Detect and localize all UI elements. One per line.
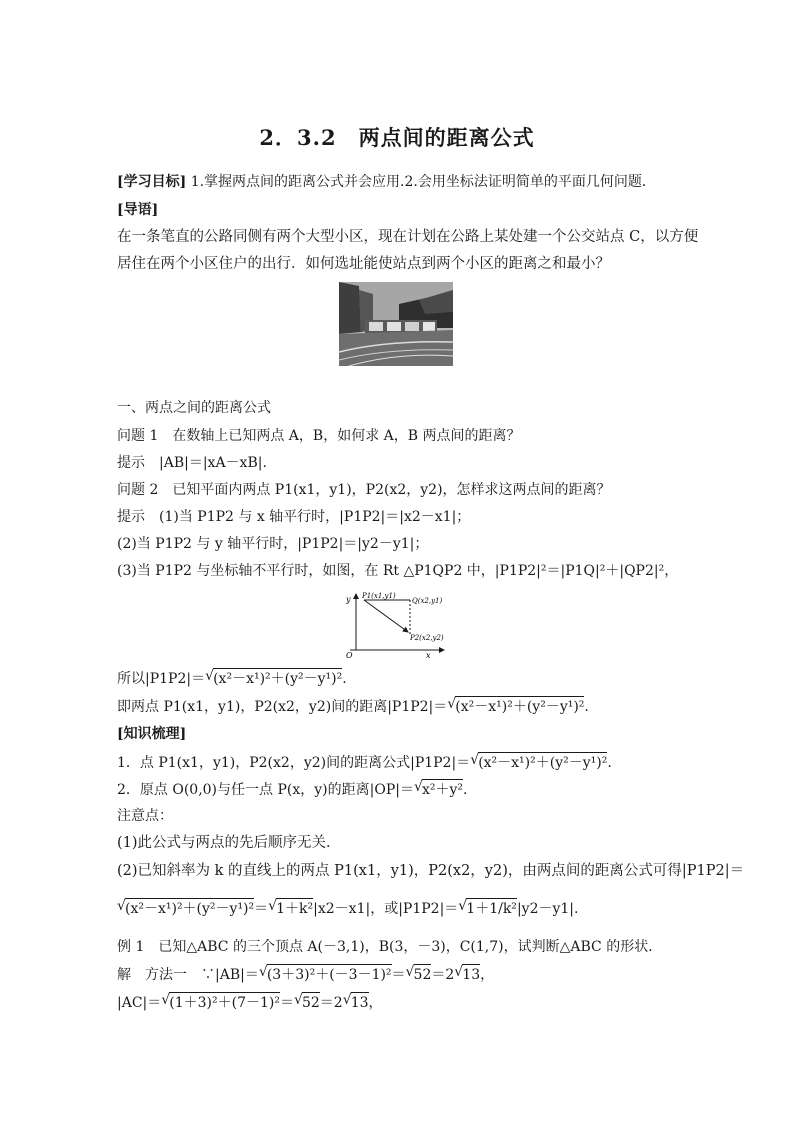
sol1-eq: ＝ (391, 967, 406, 983)
note2-radicand-1: (x²－x¹)²＋(y²－y¹)² (125, 898, 254, 919)
hint-2-part-3: (3)当 P1P2 与坐标轴不平行时，如图，在 Rt △P1QP2 中，|P1P2|²＝|P1Q|²＋|QP2|²， (117, 563, 679, 579)
formula-sqrt (447, 696, 584, 717)
hint-2-part-2: (2)当 P1P2 与 y 轴平行时，|P1P2|＝|y2－y1|； (117, 536, 429, 552)
hint-2-part-1: 提示 (1)当 P1P2 与 x 轴平行时，|P1P2|＝|x2－x1|； (117, 509, 471, 525)
note2-mid: |x2－x1|，或|P1P2|＝ (313, 901, 459, 917)
question-1: 问题 1 在数轴上已知两点 A，B，如何求 A，B 两点间的距离？ (117, 428, 521, 444)
k1-prefix: 1．点 P1(x1，y1)，P2(x2，y2)间的距离公式|P1P2|＝ (117, 755, 471, 771)
k2-suffix: . (462, 782, 468, 798)
note2-sqrt-3 (458, 898, 517, 919)
note-2-line-1: (2)已知斜率为 k 的直线上的两点 P1(x1，y1)，P2(x2，y2)，由两点间的距离公式可得|P1P2|＝ (117, 863, 745, 879)
note2-sqrt-1 (117, 898, 254, 919)
intro-line-2: 居住在两个小区住户的出行．如何选址能使站点到两个小区的距离之和最小？ (117, 256, 610, 272)
sol2-radicand-3: 13 (351, 992, 369, 1013)
sol2-sqrt-2 (294, 992, 320, 1013)
formula-prefix: 即两点 P1(x1，y1)，P2(x2，y2)间的距离|P1P2|＝ (117, 699, 448, 715)
note2-radicand-2: 1＋k² (276, 898, 313, 919)
k2-prefix: 2．原点 O(0,0)与任一点 P(x，y)的距离|OP|＝ (117, 782, 414, 798)
x-axis-label: x (426, 651, 431, 660)
coordinate-diagram (340, 590, 452, 660)
origin-label: O (346, 651, 353, 660)
knowledge-label: [知识梳理] (117, 726, 187, 742)
example-1: 例 1 已知△ABC 的三个顶点 A(－3,1)，B(3，－3)，C(1,7)，试判断△ABC 的形状． (117, 939, 663, 955)
conclusion-suffix: . (342, 671, 347, 687)
knowledge-item-1 (117, 752, 682, 773)
sol2-sqrt-3 (343, 992, 369, 1013)
point-q-label: Q(x2,y1) (412, 597, 443, 605)
notes-label: 注意点： (117, 808, 173, 824)
bus-stop-photo (339, 282, 453, 366)
note2-radicand-3: 1＋1/k² (466, 898, 517, 919)
k2-sqrt (414, 779, 463, 800)
sol2-end: ， (368, 995, 383, 1011)
bus-stop-illustration (339, 282, 453, 366)
sol2-eq2: ＝2 (319, 995, 343, 1011)
conclusion-sqrt (205, 668, 342, 689)
sol1-sqrt-3 (454, 964, 480, 985)
knowledge-item-2 (117, 779, 682, 800)
note-1: (1)此公式与两点的先后顺序无关． (117, 835, 341, 851)
sol1-radicand-3: 13 (462, 964, 480, 985)
note2-sqrt-2 (268, 898, 313, 919)
k1-radicand: (x²－x¹)²＋(y²－y¹)² (478, 752, 607, 773)
objectives-label: [学习目标] (117, 174, 187, 190)
sol2-eq: ＝ (279, 995, 294, 1011)
sol1-eq2: ＝2 (431, 967, 455, 983)
conclusion-prefix: 所以|P1P2|＝ (117, 671, 206, 687)
sol1-radicand-2: 52 (414, 964, 432, 985)
solution-line-2 (117, 992, 682, 1013)
y-axis-label: y (346, 595, 351, 604)
point-p2-label: P2(x2,y2) (410, 634, 444, 642)
formula-suffix: . (584, 699, 589, 715)
question-2: 问题 2 已知平面内两点 P1(x1，y1)，P2(x2，y2)，怎样求这两点间的距离？ (117, 482, 611, 498)
sol2-sqrt-1 (161, 992, 280, 1013)
conclusion-radicand: (x²－x¹)²＋(y²－y¹)² (213, 668, 342, 689)
objectives-text: 1.掌握两点间的距离公式并会应用.2.会用坐标法证明简单的平面几何问题． (190, 174, 656, 190)
sol1-sqrt-2 (406, 964, 432, 985)
section-heading: 一、两点之间的距离公式 (117, 400, 271, 416)
coordinate-figure (340, 590, 452, 660)
k2-radicand: x²＋y² (422, 779, 463, 800)
sol2-radicand-2: 52 (302, 992, 320, 1013)
sol1-sqrt-1 (259, 964, 392, 985)
formula-radicand: (x²－x¹)²＋(y²－y¹)² (455, 696, 584, 717)
point-p1-label: P1(x1,y1) (362, 592, 396, 600)
sol2-prefix: |AC|＝ (117, 995, 162, 1011)
conclusion-line (117, 668, 682, 689)
k1-sqrt (470, 752, 607, 773)
note2-eq: ＝ (254, 901, 269, 917)
learning-objectives (117, 172, 682, 192)
solution-line-1 (117, 964, 682, 985)
intro-line-1: 在一条笔直的公路同侧有两个大型小区，现在计划在公路上某处建一个公交站点 C，以方便 (117, 229, 699, 245)
formula-statement (117, 696, 682, 717)
note-2-line-2 (117, 898, 682, 919)
page-title: 2．3.2 两点间的距离公式 (259, 125, 535, 150)
k1-suffix: . (607, 755, 612, 771)
sol1-prefix: 解 方法一 ∵|AB|＝ (117, 967, 259, 983)
sol1-end: ， (480, 967, 495, 983)
sol1-radicand-1: (3＋3)²＋(－3－1)² (267, 964, 392, 985)
hint-1: 提示 |AB|＝|xA－xB|. (117, 455, 267, 471)
intro-label: [导语] (117, 202, 159, 218)
note2-end: |y2－y1|. (516, 901, 579, 917)
sol2-radicand-1: (1＋3)²＋(7－1)² (169, 992, 280, 1013)
